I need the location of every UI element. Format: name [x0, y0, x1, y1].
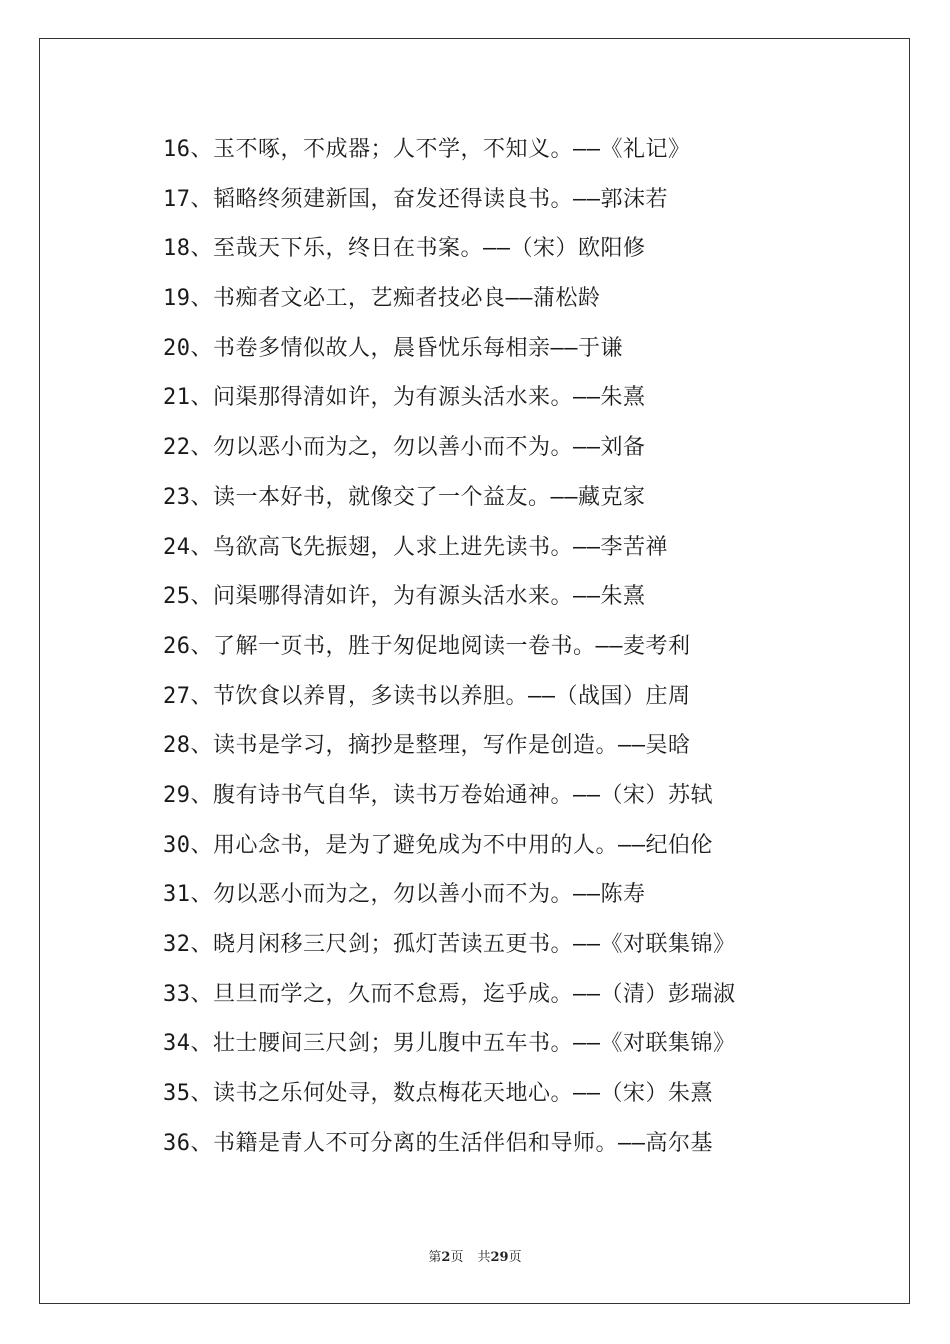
- quote-line: 19、书痴者文必工，艺痴者技必良——蒲松龄: [163, 286, 601, 312]
- quote-line: 20、书卷多情似故人，晨昏忧乐每相亲——于谦: [163, 335, 623, 361]
- page-suffix: 页: [450, 1250, 464, 1265]
- quote-line: 30、用心念书，是为了避免成为不中用的人。——纪伯伦: [163, 832, 713, 858]
- quote-line: 23、读一本好书，就像交了一个益友。——藏克家: [163, 484, 646, 510]
- quote-line: 22、勿以恶小而为之，勿以善小而不为。——刘备: [163, 435, 646, 461]
- quote-line: 18、至哉天下乐，终日在书案。——（宋）欧阳修: [163, 236, 646, 262]
- quote-line: 17、韬略终须建新国，奋发还得读良书。——郭沫若: [163, 186, 668, 212]
- page-prefix: 第: [428, 1250, 442, 1265]
- quote-line: 26、了解一页书，胜于匆促地阅读一卷书。——麦考利: [163, 633, 691, 659]
- page-footer: [0, 1246, 950, 1265]
- quote-line: 21、问渠那得清如许，为有源头活水来。——朱熹: [163, 385, 646, 411]
- quote-line: 32、晓月闲移三尺剑；孤灯苦读五更书。——《对联集锦》: [163, 932, 736, 957]
- quote-line: 27、节饮食以养胃，多读书以养胆。——（战国）庄周: [163, 683, 691, 709]
- quote-line: 29、腹有诗书气自华，读书万卷始通神。——（宋）苏轼: [163, 782, 713, 808]
- quote-line: 24、鸟欲高飞先振翅，人求上进先读书。——李苦禅: [163, 534, 668, 560]
- page-number: 2: [441, 1250, 451, 1265]
- quote-line: 31、勿以恶小而为之，勿以善小而不为。——陈寿: [163, 882, 646, 908]
- quote-line: 35、读书之乐何处寻，数点梅花天地心。——（宋）朱熹: [163, 1081, 713, 1107]
- quote-line: 16、玉不啄，不成器；人不学，不知义。——《礼记》: [163, 137, 691, 162]
- quote-line: 36、书籍是青人不可分离的生活伴侣和导师。——高尔基: [163, 1130, 713, 1156]
- quote-line: 28、读书是学习，摘抄是整理，写作是创造。——吴晗: [163, 733, 691, 759]
- total-suffix: 页: [508, 1250, 522, 1265]
- total-pages: 29: [490, 1250, 509, 1265]
- quote-line: 33、旦旦而学之，久而不怠焉，迄乎成。——（清）彭瑞淑: [163, 981, 736, 1007]
- total-prefix: 共: [477, 1250, 491, 1265]
- quote-line: 25、问渠哪得清如许，为有源头活水来。——朱熹: [163, 584, 646, 610]
- quote-list: [163, 130, 735, 1173]
- quote-line: 34、壮士腰间三尺剑；男儿腹中五车书。——《对联集锦》: [163, 1031, 736, 1057]
